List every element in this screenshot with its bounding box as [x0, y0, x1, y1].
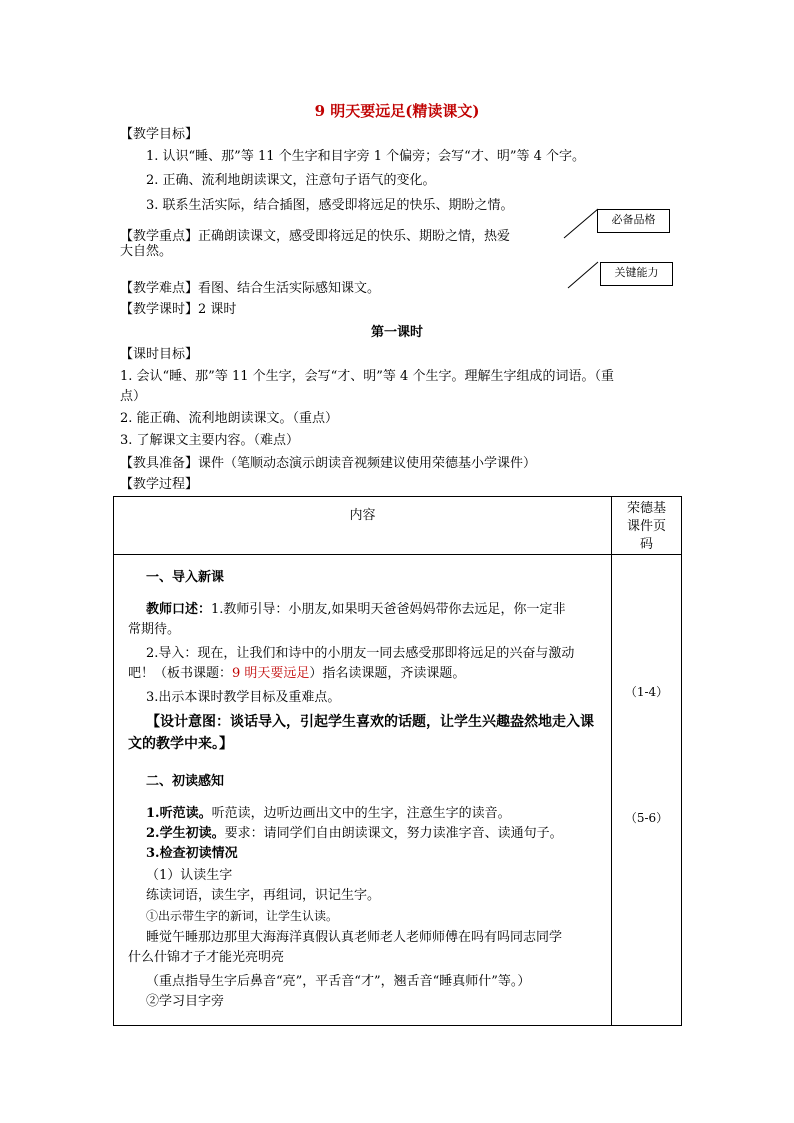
section-1-title: 一、导入新课: [146, 570, 225, 585]
key-point-text: 正确朗读课文，感受即将远足的快乐、期盼之情，热爱: [198, 229, 511, 244]
prep: [120, 455, 536, 473]
page-ref-2: （5-6）: [624, 811, 669, 825]
s1-p3: 3.出示本课时教学目标及重难点。: [146, 690, 341, 705]
lesson-goal-3: 3. 了解课文主要内容。（难点）: [120, 433, 300, 448]
prep-text: 课件（笔顺动态演示朗读音视频建议使用荣德基小学课件）: [198, 456, 537, 471]
s1-p1-line2: 常期待。: [128, 622, 181, 637]
goal-item-3: 3. 联系生活实际，结合插图，感受即将远足的快乐、期盼之情。: [146, 198, 514, 213]
s2-sub1-line: 练读词语，读生字，再组词，识记生字。: [146, 888, 381, 903]
goal-item-2: 2. 正确、流利地朗读课文，注意句子语气的变化。: [146, 173, 436, 188]
goals-label: 【教学目标】: [120, 127, 199, 142]
s2-sub1: （1）认读生字: [146, 868, 233, 883]
s2-words-line1: 睡觉午睡那边那里大海海洋真假认真老师老人老师师傅在吗有吗同志同学: [146, 930, 563, 945]
s1-p2-a: 吧！（板书课题：: [128, 666, 233, 681]
table-body-row: [114, 555, 682, 1026]
s2-p2: [146, 825, 563, 843]
process-table: [113, 496, 682, 1026]
lesson-goals-label: 【课时目标】: [120, 347, 199, 362]
s1-p2-line2: [128, 665, 465, 683]
s1-p2-red: 9 明天要远足: [232, 666, 310, 681]
s1-p1: [146, 601, 566, 619]
callout-ability: 关键能力: [600, 262, 673, 286]
header-page-cell: [612, 497, 682, 555]
key-point-continued: 大自然。: [120, 244, 173, 259]
lesson-goal-1-cont: 点）: [120, 389, 147, 404]
header-page-line-2: 课件页: [626, 519, 666, 534]
hours-label: 【教学课时】: [120, 302, 199, 317]
lesson-goal-1: 1. 会认“睡、那”等 11 个生字，会写“才、明”等 4 个生字。理解生字组成的词语。（重: [120, 369, 614, 384]
header-content-cell: [114, 497, 612, 555]
difficulty: [120, 280, 380, 298]
header-content: 内容: [349, 508, 376, 523]
process-label: 【教学过程】: [120, 477, 199, 492]
callout-quality: 必备品格: [597, 209, 670, 233]
s1-p1-text: 1.教师引导：小朋友,如果明天爸爸妈妈带你去远足，你一定非: [211, 602, 566, 617]
s2-circle2: ②学习目字旁: [146, 994, 225, 1009]
page-ref-1: （1-4）: [624, 685, 669, 699]
key-point: [120, 228, 510, 246]
header-page-line-1: 荣德基: [626, 501, 666, 516]
s2-p1-text: 听范读，边听边画出文中的生字，注意生字的读音。: [211, 806, 511, 821]
page-title: 9 明天要远足(精读课文): [314, 102, 480, 120]
table-header-row: [114, 497, 682, 555]
hours: [120, 301, 236, 319]
s1-p2-line1: 2.导入：现在，让我们和诗中的小朋友一同去感受那即将远足的兴奋与激动: [146, 646, 575, 661]
hours-text: 2 课时: [198, 302, 237, 317]
s1-p1-label: 教师口述：: [146, 602, 212, 617]
s2-p2-label: 2.学生初读。: [146, 826, 225, 841]
s1-design-line2: 文的教学中来。】: [128, 736, 233, 752]
lesson-goal-2: 2. 能正确、流利地朗读课文。（重点）: [120, 411, 339, 426]
callout-line-quality: [564, 209, 598, 238]
s2-p2-text: 要求：请同学们自由朗读课文，努力读准字音、读通句子。: [224, 826, 563, 841]
s2-p1: [146, 805, 511, 823]
s2-words-line2: 什么什锦才子才能光亮明亮: [128, 950, 285, 965]
body-content-cell: [114, 555, 612, 1026]
s2-p3: 3.检查初读情况: [146, 846, 238, 861]
difficulty-label: 【教学难点】: [120, 281, 199, 296]
s1-design-line1: 【设计意图：谈话导入，引起学生喜欢的话题，让学生兴趣盎然地走入课: [146, 714, 594, 730]
key-point-label: 【教学重点】: [120, 229, 199, 244]
s2-p1-label: 1.听范读。: [146, 806, 212, 821]
goal-item-1: 1. 认识“睡、那”等 11 个生字和目字旁 1 个偏旁；会写“才、明”等 4 个字。: [146, 149, 585, 164]
difficulty-text: 看图、结合生活实际感知课文。: [198, 281, 381, 296]
header-page-line-3: 码: [639, 537, 653, 552]
s2-note: （重点指导生字后鼻音“亮”，平舌音“才”，翘舌音“睡真师什”等。）: [146, 974, 531, 989]
lesson-heading: 第一课时: [370, 325, 423, 340]
s2-circle1: ①出示带生字的新词，让学生认读。: [146, 909, 339, 923]
callout-line-ability: [568, 262, 598, 288]
body-page-cell: [612, 555, 682, 1026]
s1-p2-b: ）指名读课题，齐读课题。: [309, 666, 466, 681]
prep-label: 【教具准备】: [120, 456, 199, 471]
section-2-title: 二、初读感知: [146, 774, 225, 789]
